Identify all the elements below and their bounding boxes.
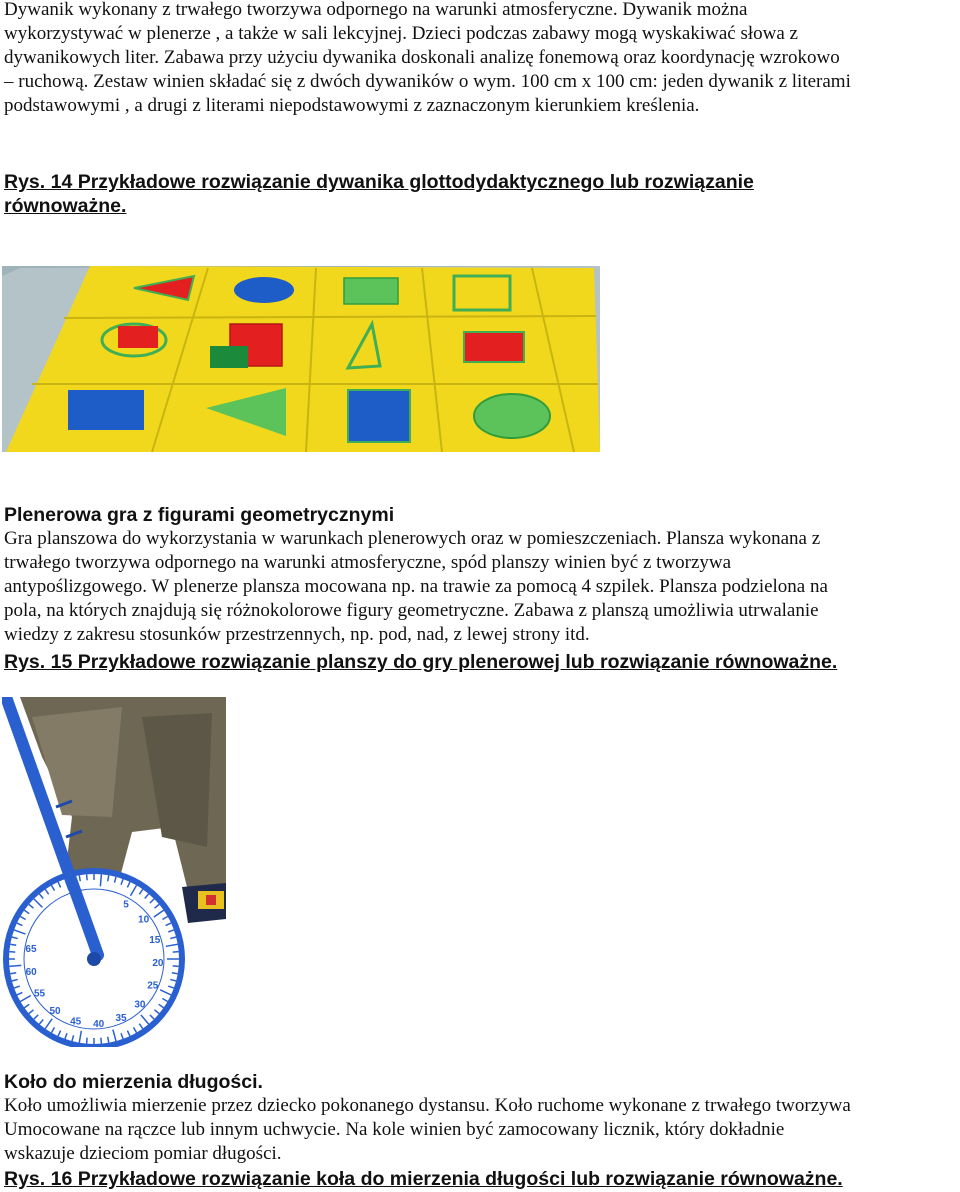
wheel-scale-number: 40: [93, 1018, 105, 1030]
wheel-scale-number: 45: [70, 1016, 82, 1028]
figure-15-caption: [4, 650, 956, 674]
wheel-tick: [172, 973, 178, 974]
wheel-tick: [10, 973, 16, 974]
wheel-tick: [87, 1038, 88, 1044]
wheel-scale-number: 30: [134, 999, 146, 1011]
wheel-tick: [79, 875, 80, 881]
section-15-paragraph: [4, 527, 956, 647]
wheel-tick: [100, 874, 101, 886]
wheel-tick: [9, 965, 21, 966]
intro-line: wykorzystywać w plenerze , a także w sali lekcyjnej. Dzieci podczas zabawy mogą wyskakiwać słowa z: [4, 23, 798, 44]
paragraph-line: pola, na których znajdują się różnokolorowe figury geometryczne. Zabawa z planszą umożliwia utrwalanie: [4, 600, 819, 621]
wheel-tick: [10, 944, 16, 945]
wheel-scale-number: 20: [152, 957, 164, 969]
geometric-mat-photo: [2, 266, 600, 452]
intro-line: Dywanik wykonany z trwałego tworzywa odpornego na warunki atmosferyczne. Dywanik można: [4, 0, 748, 20]
wheel-scale-number: 10: [138, 914, 150, 926]
wheel-scale-number: 5: [123, 899, 129, 911]
section-16-heading: Koło do mierzenia długości.: [4, 1071, 263, 1093]
paragraph-line: antypoślizgowego. W plenerze plansza mocowana np. na trawie za pomocą 4 szpilek. Plansza podzielona na: [4, 576, 828, 597]
caption-line: Rys. 16 Przykładowe rozwiązanie koła do mierzenia długości lub rozwiązanie równoważne.: [4, 1168, 843, 1190]
section-15-heading: Plenerowa gra z figurami geometrycznymi: [4, 504, 395, 526]
wheel-scale-number: 25: [147, 980, 159, 992]
wheel-tick: [108, 1037, 109, 1043]
wheel-tick: [173, 952, 179, 953]
intro-line: podstawowymi , a drugi z literami niepodstawowymi z zaznaczonym kierunkiem kreślenia.: [4, 95, 700, 116]
paragraph-line: Koło umożliwia mierzenie przez dziecko pokonanego dystansu. Koło ruchome wykonane z trwałego tworzywa: [4, 1095, 851, 1116]
wheel-tick: [87, 874, 88, 880]
wheel-tick: [173, 966, 179, 967]
paragraph-line: Umocowane na rączce lub innym uchwycie. Na kole winien być zamocowany licznik, który dokładnie: [4, 1119, 785, 1140]
section-16-paragraph: [4, 1094, 956, 1166]
caption-line: Rys. 15 Przykładowe rozwiązanie planszy do gry plenerowej lub rozwiązanie równoważne.: [4, 651, 838, 673]
measuring-wheel-photo: [2, 697, 226, 1047]
figure-14-caption: [4, 170, 956, 218]
caption-line: równoważne.: [4, 195, 127, 217]
wheel-tick: [9, 952, 15, 953]
paragraph-line: Gra planszowa do wykorzystania w warunkach plenerowych oraz w pomieszczeniach. Plansza wykonana z: [4, 528, 821, 549]
wheel-scale-number: 60: [25, 967, 37, 979]
wheel-scale-number: 15: [149, 934, 161, 946]
paragraph-line: wiedzy z zakresu stosunków przestrzennych, np. pod, nad, z lewej strony itd.: [4, 624, 590, 645]
intro-line: – ruchową. Zestaw winien składać się z dwóch dywaników o wym. 100 cm x 100 cm: jeden dywanik z literami: [4, 71, 851, 92]
wheel-scale-number: 50: [49, 1005, 61, 1017]
intro-line: dywanikowych liter. Zabawa przy użyciu dywanika doskonali analizę fonemową oraz koordynację wzrokowo: [4, 47, 840, 68]
wheel-tick: [101, 1038, 102, 1044]
wheel-scale-number: 55: [33, 988, 46, 1000]
wheel-scale-number: 35: [115, 1013, 127, 1025]
wheel-tick: [108, 875, 109, 881]
paragraph-line: wskazuje dzieciom pomiar długości.: [4, 1143, 282, 1164]
paragraph-line: trwałego tworzywa odpornego na warunki atmosferyczne, spód planszy winien być z tworzywa: [4, 552, 732, 573]
caption-line: Rys. 14 Przykładowe rozwiązanie dywanika glottodydaktycznego lub rozwiązanie: [4, 171, 754, 193]
wheel-scale-number: 65: [25, 943, 37, 955]
figure-16-caption: [4, 1167, 956, 1191]
intro-paragraph: [4, 0, 956, 118]
